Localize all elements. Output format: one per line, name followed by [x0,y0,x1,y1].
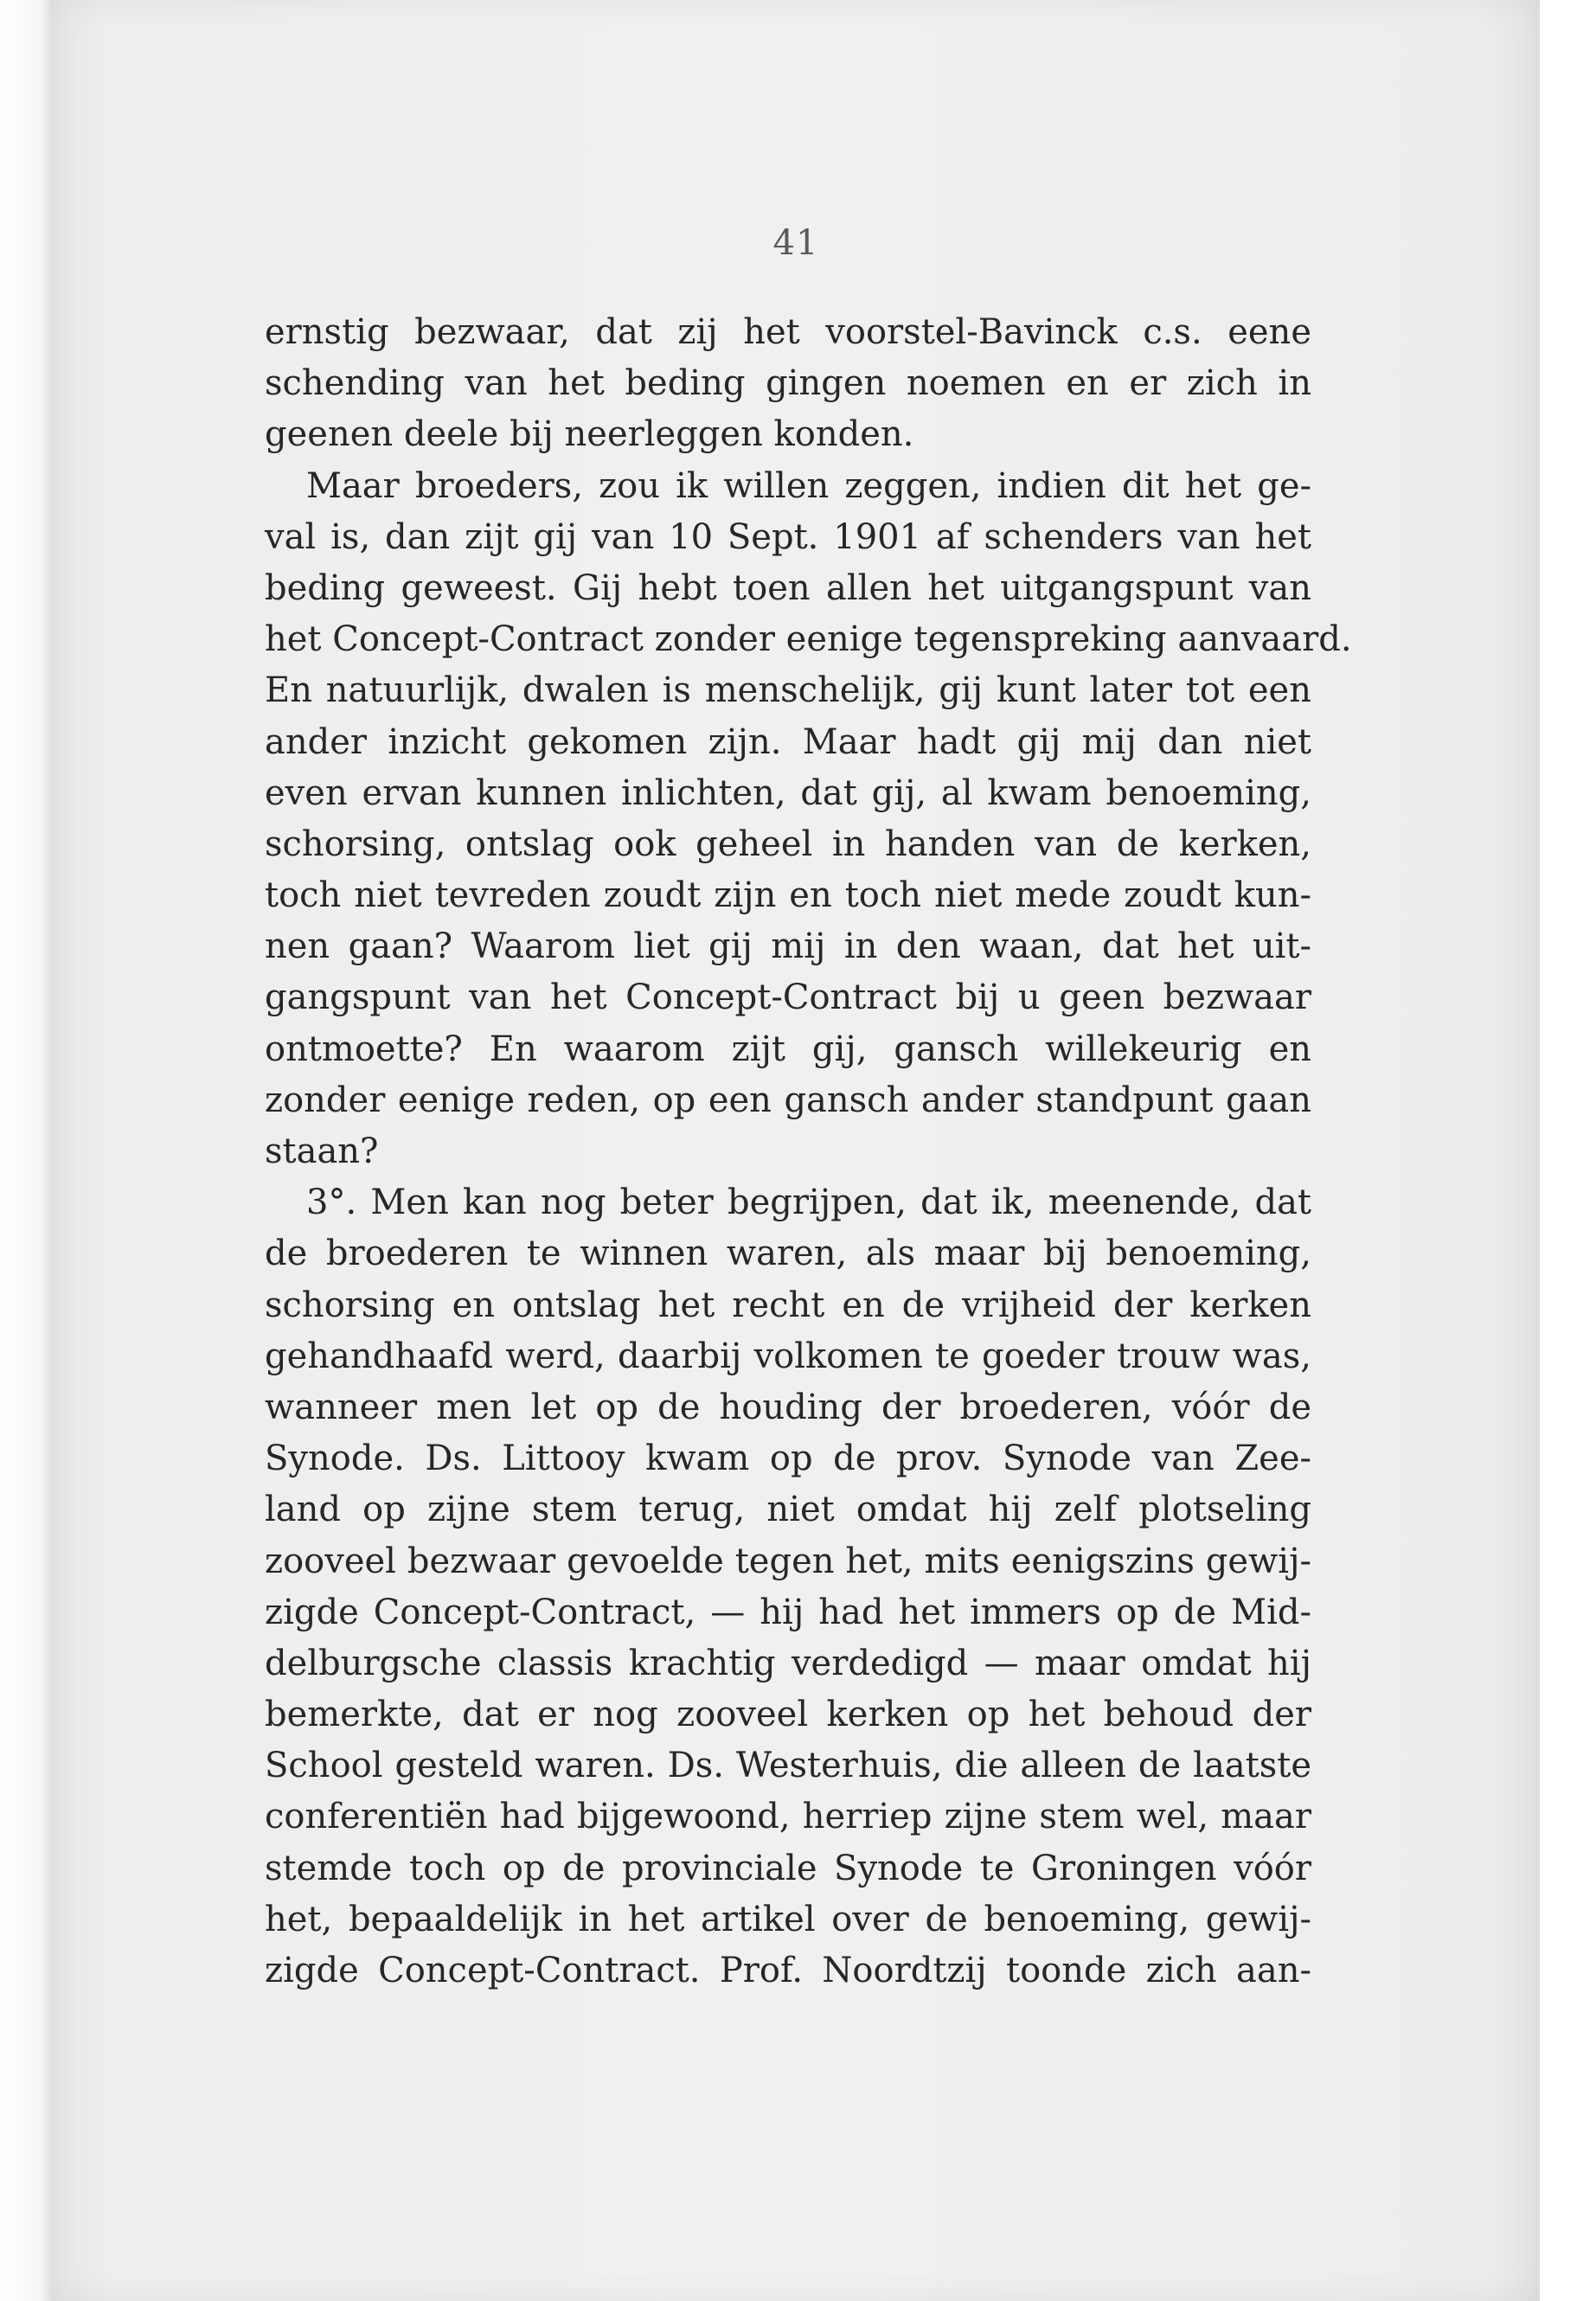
text-line: schending van het beding gingen noemen en er zich in [265,363,1311,404]
text-line: 3°. Men kan nog beter begrijpen, dat ik, meenende, dat [306,1183,1311,1223]
text-line: Maar broeders, zou ik willen zeggen, indien dit het ge- [306,465,1311,506]
text-line: het Concept-Contract zonder eenige tegenspreking aanvaard. [265,619,1352,660]
text-line: Synode. Ds. Littooy kwam op de prov. Synode van Zee- [265,1439,1311,1479]
text-line: zigde Concept-Contract. Prof. Noordtzij toonde zich aan- [265,1951,1311,1990]
text-line: ontmoette? En waarom zijt gij, gansch willekeurig en [265,1029,1311,1069]
text-line: nen gaan? Waarom liet gij mij in den waan, dat het uit- [265,926,1311,967]
text-line: conferentiën had bijgewoond, herriep zijne stem wel, maar [265,1797,1311,1837]
text-line: even ervan kunnen inlichten, dat gij, al kwam benoeming, [265,772,1311,813]
page-number: 41 [772,223,819,263]
text-line: ander inzicht gekomen zijn. Maar hadt gij mij dan niet [265,721,1311,762]
text-line: ernstig bezwaar, dat zij het voorstel-Bavinck c.s. eene [265,312,1311,352]
text-line: gangspunt van het Concept-Contract bij u geen bezwaar [265,977,1311,1018]
text-line: de broederen te winnen waren, als maar bij benoeming, [265,1234,1311,1274]
text-line: zonder eenige reden, op een gansch ander standpunt gaan [265,1080,1311,1120]
scan-margin [0,0,50,2301]
text-line: het, bepaaldelijk in het artikel over de benoeming, gewij- [265,1899,1311,1939]
text-line: bemerkte, dat er nog zooveel kerken op het behoud der [265,1695,1311,1735]
text-line: wanneer men let op de houding der broederen, vóór de [265,1387,1311,1427]
text-line: schorsing, ontslag ook geheel in handen van de kerken, [265,824,1311,864]
text-line: beding geweest. Gij hebt toen allen het uitgangspunt van [265,567,1311,608]
text-line: val is, dan zijt gij van 10 Sept. 1901 af schenders van het [265,516,1311,557]
text-line: delburgsche classis krachtig verdedigd — maar omdat hij [265,1643,1311,1683]
text-line: En natuurlijk, dwalen is menschelijk, gij kunt later tot een [265,670,1311,711]
text-line: land op zijne stem terug, niet omdat hij zelf plotseling [265,1490,1311,1530]
text-line: staan? [265,1131,379,1171]
text-line: zigde Concept-Contract, — hij had het immers op de Mid- [265,1592,1311,1632]
body-text [265,307,1352,1997]
text-line: schorsing en ontslag het recht en de vrijheid der kerken [265,1285,1311,1325]
text-line: stemde toch op de provinciale Synode te Groningen vóór [265,1848,1311,1888]
text-line: geenen deele bij neerleggen konden. [265,414,914,455]
text-line: toch niet tevreden zoudt zijn en toch niet mede zoudt kun- [265,875,1311,916]
text-line: School gesteld waren. Ds. Westerhuis, die alleen de laatste [265,1746,1311,1786]
text-line: gehandhaafd werd, daarbij volkomen te goeder trouw was, [265,1336,1311,1376]
text-line: zooveel bezwaar gevoelde tegen het, mits eenigszins gewij- [265,1541,1311,1581]
